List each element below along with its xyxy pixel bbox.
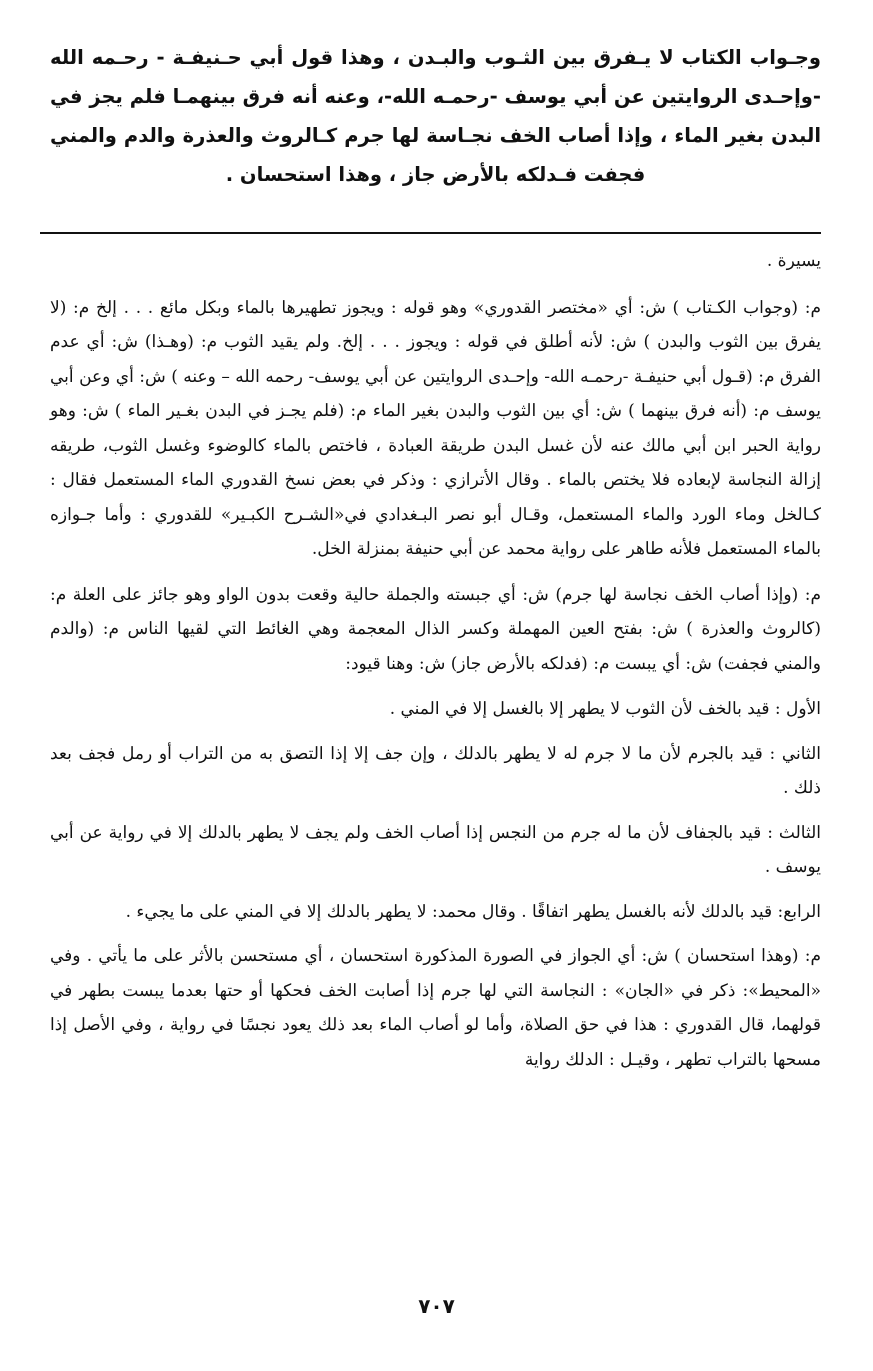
commentary-condition-1: الأول : قيد بالخف لأن الثوب لا يطهر إلا بالغسل إلا في المني . [389, 699, 821, 719]
commentary-paragraph: م: (وجواب الكـتاب ) ش: أي «مختصر القدوري» وهو قوله : ويجوز تطهيرها بالماء وبكل مائع . . . إلخ م: (لا يفرق بين الثوب والبدن ) ش: لأنه أطلق في قوله : ويجوز . . . إلخ. ولم يقيد الثوب م: (وهـذا) ش: أي عدم الفرق م: (قـول أبي حنيفـة -رحمـه الله- وإحـدى الروايتين عن أبي يوسف- رحمه الله – وعنه ) ش: أي وعن أبي يوسف م: (أنه فرق بينهما ) ش: أي بين الثوب والبدن بغير الماء م: (فلم يجـز في البدن بغـير الماء ) ش: وهو رواية الحبر ابن أبي مالك عنه لأن غسل البدن طريقة العبادة ، فاختص بالماء كالوضوء وغسل الثوب، طريقه إزالة النجاسة لإبعاده فلا يختص بالماء . وقال الأترازي : وذكر في بعض نسخ القدوري الماء المستعمل فقال : كـالخل وماء الورد والماء المستعمل، وقـال أبو نصر البـغدادي في«الشـرح الكبـير» للقدوري : وأما جـوازه بالماء المستعمل فلأنه طاهر على رواية محمد عن أبي حنيفة بمنزلة الخل. [50, 297, 821, 559]
commentary-section [50, 244, 821, 1088]
commentary-continuation: يسيرة . [766, 251, 821, 271]
commentary-paragraph: م: (وإذا أصاب الخف نجاسة لها جرم) ش: أي جبسته والجملة حالية وقعت بدون الواو وهو جائز على العلة م: (كالروث والعذرة ) ش: بفتح العين المهملة وكسر الذال المعجمة وهي الغائط التي لقيها الناس م: (والدم والمني فجفت) ش: أي يبست م: (فدلكه بالأرض جاز) ش: وهنا قيود: [50, 584, 821, 674]
commentary-condition-3: الثالث : قيد بالجفاف لأن ما له جرم من النجس إذا أصاب الخف ولم يجف لا يطهر بالدلك إلا في رواية عن أبي يوسف . [50, 822, 821, 877]
commentary-condition-2: الثاني : قيد بالجرم لأن ما لا جرم له لا يطهر بالدلك ، وإن جف إلا إذا التصق به من التراب أو رمل فجف بعد ذلك . [50, 743, 821, 798]
commentary-paragraph: م: (وهذا استحسان ) ش: أي الجواز في الصورة المذكورة استحسان ، أي مستحسن بالأثر على ما يأتي . وفي «المحيط»: ذكر في «الجان» : النجاسة التي لها جرم إذا أصابت الخف فحكها أو حتها بعدما يبست بطهر في قولهما، قال القدوري : هذا في حق الصلاة، وأما لو أصاب الماء بعد ذلك يعود نجسًا في رواية ، وفي الأصل إذا مسحها بالتراب تطهر ، وقيـل : الدلك رواية [50, 946, 821, 1070]
page-number: ٧٠٧ [418, 1294, 455, 1318]
footnote-divider [40, 232, 821, 234]
main-text-paragraph: وجـواب الكتاب لا يـفرق بين الثـوب والبـدن ، وهذا قول أبي حـنيفـة - رحـمه الله -وإحـدى الروايتين عن أبي يوسف -رحمـه الله-، وعنه أنه فرق بينهمـا فلم يجز في البدن بغير الماء ، وإذا أصاب الخف نجـاسة لها جرم كـالروث والعذرة والدم والمني فجفت فـدلكه بالأرض جاز ، وهذا استحسان . [50, 46, 821, 186]
commentary-condition-4: الرابع: قيد بالدلك لأنه بالغسل يطهر اتفاقًا . وقال محمد: لا يطهر بالدلك إلا في المني على ما يجيء . [125, 901, 821, 922]
